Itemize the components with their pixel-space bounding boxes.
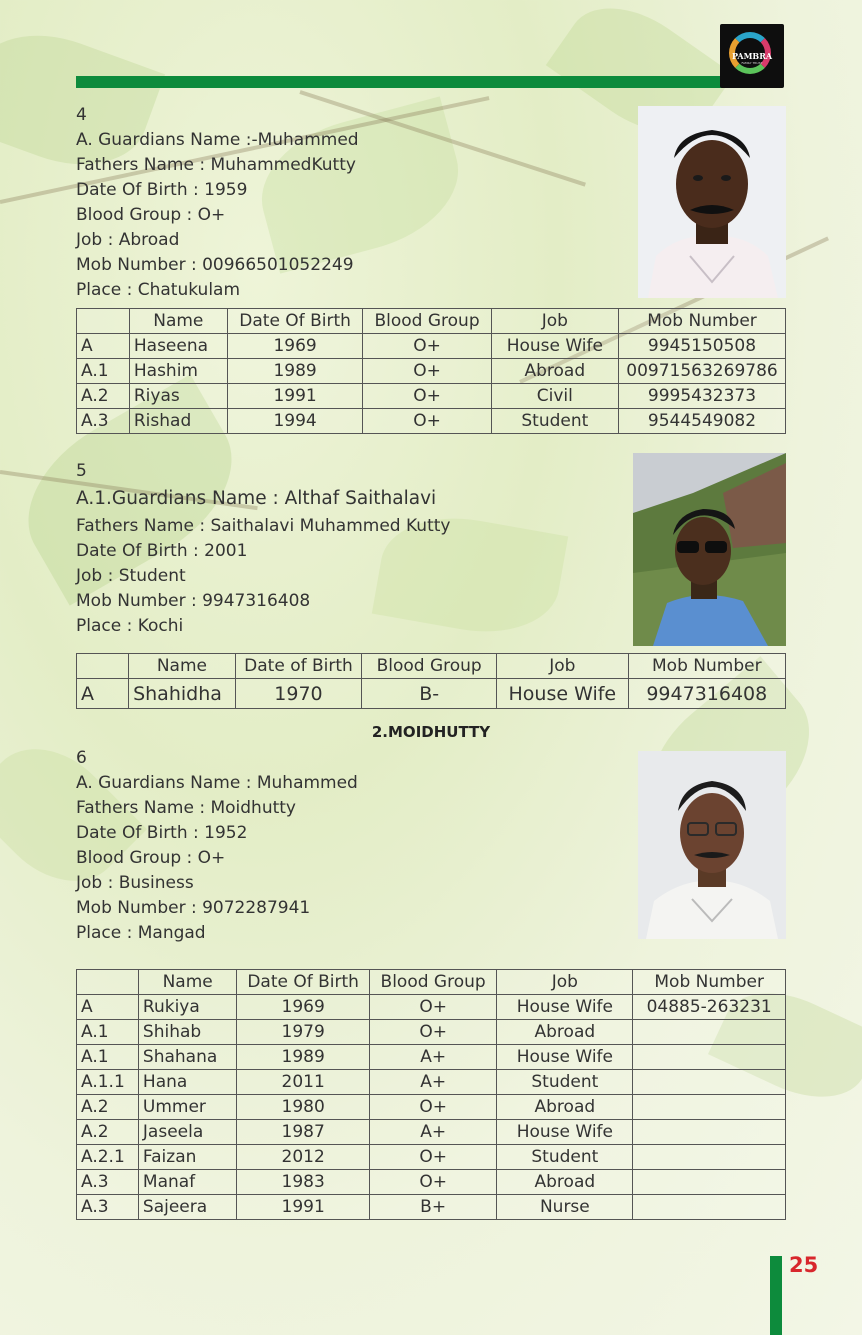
mob-number: Mob Number : 00966501052249 [76,255,354,275]
table-cell [633,1145,786,1170]
table-cell: 1987 [237,1120,369,1145]
table-row [77,1070,786,1095]
table-cell: 1991 [237,1195,369,1220]
table-cell: A.1 [77,1045,139,1070]
table-cell: A+ [369,1120,497,1145]
table-cell: Civil [491,384,618,409]
date-of-birth: Date Of Birth : 1952 [76,823,248,843]
table-cell: O+ [369,1145,497,1170]
column-header: Job [497,970,633,995]
table-cell: 04885-263231 [633,995,786,1020]
table-cell: O+ [363,384,491,409]
table-cell: 1969 [227,334,363,359]
place: Place : Kochi [76,616,184,636]
guardian-5-photo [633,453,786,646]
table-cell: Jaseela [138,1120,237,1145]
table-cell: Rukiya [138,995,237,1020]
table-row [77,359,786,384]
column-header: Name [129,654,236,679]
column-header: Job [497,654,629,679]
table-cell: House Wife [497,1045,633,1070]
job: Job : Business [76,873,194,893]
table-cell: A+ [369,1070,497,1095]
table-cell: 1994 [227,409,363,434]
table-cell: A.1 [77,359,130,384]
pambra-logo [720,24,784,88]
column-header [77,654,129,679]
column-header: Mob Number [628,654,785,679]
header-bar [76,76,724,88]
table-cell: Student [491,409,618,434]
entry-number: 5 [76,461,87,481]
table-cell: A.1.1 [77,1070,139,1095]
column-header: Date of Birth [235,654,362,679]
table-cell: A [77,334,130,359]
table-cell: 9544549082 [619,409,786,434]
entry-number: 4 [76,105,87,125]
table-cell [633,1020,786,1045]
guardian-4-photo [638,106,786,298]
table-cell: Sajeera [138,1195,237,1220]
table-cell: Student [497,1145,633,1170]
column-header: Blood Group [362,654,497,679]
table-cell: 1970 [235,679,362,709]
guardian-6-photo [638,751,786,939]
table-cell: Abroad [497,1170,633,1195]
table-cell: 1980 [237,1095,369,1120]
table-cell: B+ [369,1195,497,1220]
table-header-row [77,309,786,334]
table-cell: A.2.1 [77,1145,139,1170]
father-name: Fathers Name : MuhammedKutty [76,155,356,175]
table-cell: Shihab [138,1020,237,1045]
table-cell: Manaf [138,1170,237,1195]
table-cell [633,1120,786,1145]
table-cell: Rishad [129,409,227,434]
table-cell: House Wife [497,679,629,709]
table-cell [633,1070,786,1095]
job: Job : Student [76,566,186,586]
father-name: Fathers Name : Moidhutty [76,798,296,818]
column-header: Mob Number [619,309,786,334]
date-of-birth: Date Of Birth : 1959 [76,180,248,200]
table-cell: Abroad [491,359,618,384]
table-cell [633,1170,786,1195]
column-header: Date Of Birth [237,970,369,995]
table-cell: A.2 [77,1095,139,1120]
table-cell: Student [497,1070,633,1095]
table-cell: 9945150508 [619,334,786,359]
table-cell: Abroad [497,1020,633,1045]
table-cell: 2012 [237,1145,369,1170]
page-number: 25 [789,1253,819,1277]
place: Place : Mangad [76,923,206,943]
table-cell: 1983 [237,1170,369,1195]
table-cell: Abroad [497,1095,633,1120]
table-row [77,1145,786,1170]
table-cell: A.3 [77,1195,139,1220]
table-row [77,384,786,409]
table-cell: 9947316408 [628,679,785,709]
table-cell: Faizan [138,1145,237,1170]
table-cell: O+ [363,334,491,359]
guardian-name: A. Guardians Name :-Muhammed [76,130,359,150]
table-row [77,1045,786,1070]
table-cell: 1989 [227,359,363,384]
guardian-6-details [76,746,358,946]
blood-group: Blood Group : O+ [76,205,226,225]
mob-number: Mob Number : 9072287941 [76,898,311,918]
table-cell: House Wife [497,1120,633,1145]
column-header: Name [129,309,227,334]
table-cell: A [77,679,129,709]
table-cell: 1969 [237,995,369,1020]
table-cell: 00971563269786 [619,359,786,384]
blood-group: Blood Group : O+ [76,848,226,868]
table-cell: A [77,995,139,1020]
guardian-4-details [76,103,359,303]
table-cell: A.2 [77,1120,139,1145]
table-row [77,679,786,709]
job: Job : Abroad [76,230,180,250]
column-header: Date Of Birth [227,309,363,334]
place: Place : Chatukulam [76,280,241,300]
family-heading: 2.MOIDHUTTY [371,723,491,741]
table-cell: A+ [369,1045,497,1070]
table-header-row [77,654,786,679]
table-cell: House Wife [491,334,618,359]
table-cell [633,1195,786,1220]
table-cell: House Wife [497,995,633,1020]
table-cell: 1979 [237,1020,369,1045]
table-cell: Riyas [129,384,227,409]
table-row [77,409,786,434]
family-table-6 [76,969,786,1220]
table-cell: A.1 [77,1020,139,1045]
column-header: Job [491,309,618,334]
table-header-row [77,970,786,995]
table-cell: A.3 [77,1170,139,1195]
table-cell: 9995432373 [619,384,786,409]
table-row [77,1170,786,1195]
table-cell: A.3 [77,409,130,434]
logo-text: PAMBRA [731,51,773,61]
table-cell: Shahidha [129,679,236,709]
column-header: Name [138,970,237,995]
table-cell: O+ [369,1020,497,1045]
table-row [77,1095,786,1120]
table-cell: 2011 [237,1070,369,1095]
table-row [77,995,786,1020]
guardian-name: A. Guardians Name : Muhammed [76,773,358,793]
table-row [77,1195,786,1220]
table-cell: O+ [369,995,497,1020]
entry-number: 6 [76,748,87,768]
table-cell: Nurse [497,1195,633,1220]
column-header [77,309,130,334]
family-table-4 [76,308,786,434]
table-cell: A.2 [77,384,130,409]
table-cell [633,1095,786,1120]
family-table-5 [76,653,786,709]
table-cell: 1991 [227,384,363,409]
table-cell: Ummer [138,1095,237,1120]
table-cell: 1989 [237,1045,369,1070]
page-number-bar [770,1256,782,1335]
mob-number: Mob Number : 9947316408 [76,591,311,611]
table-row [77,1120,786,1145]
date-of-birth: Date Of Birth : 2001 [76,541,248,561]
column-header: Mob Number [633,970,786,995]
column-header [77,970,139,995]
table-cell: O+ [363,359,491,384]
table-cell: B- [362,679,497,709]
column-header: Blood Group [369,970,497,995]
guardian-name: A.1.Guardians Name : Althaf Saithalavi [76,488,437,509]
table-cell: Haseena [129,334,227,359]
column-header: Blood Group [363,309,491,334]
logo-subtext: FAMILY TRUST [741,61,763,65]
table-row [77,1020,786,1045]
guardian-5-details [76,459,450,639]
table-cell: Shahana [138,1045,237,1070]
table-cell: O+ [363,409,491,434]
table-cell: Hana [138,1070,237,1095]
table-cell: Hashim [129,359,227,384]
table-cell: O+ [369,1170,497,1195]
table-row [77,334,786,359]
father-name: Fathers Name : Saithalavi Muhammed Kutty [76,516,451,536]
table-cell: O+ [369,1095,497,1120]
table-cell [633,1045,786,1070]
